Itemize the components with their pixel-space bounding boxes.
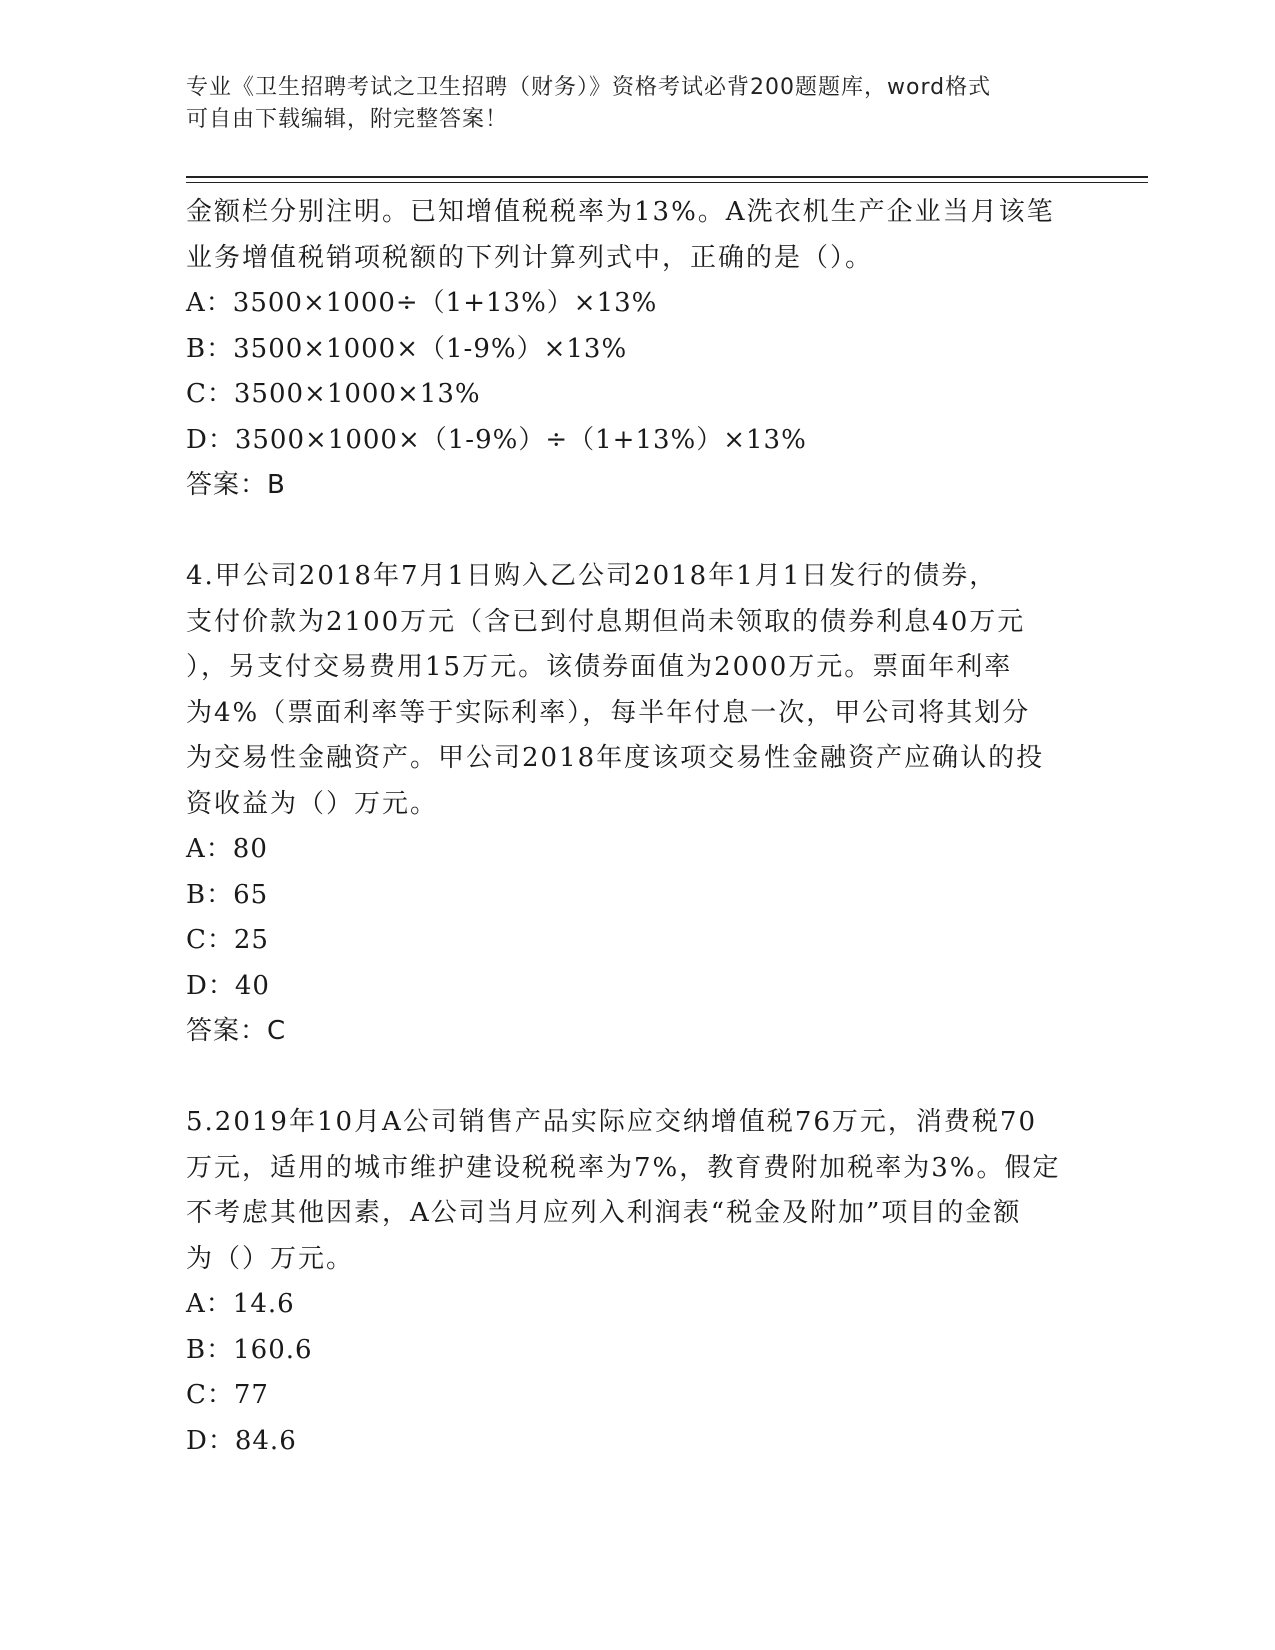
question-stem-line: 不考虑其他因素，A公司当月应列入利润表“税金及附加”项目的金额 — [186, 1198, 1022, 1228]
question-stem-line: 为交易性金融资产。甲公司2018年度该项交易性金融资产应确认的投 — [186, 743, 1045, 773]
option-c: C：25 — [186, 925, 269, 955]
option-a: A：14.6 — [186, 1289, 295, 1319]
option-b: B：65 — [186, 879, 269, 910]
question-stem-line: 为（）万元。 — [186, 1243, 355, 1274]
question-stem-line: 4.甲公司2018年7月1日购入乙公司2018年1月1日发行的债券， — [186, 561, 998, 591]
spacer — [186, 1055, 1086, 1101]
answer-line: 答案：C — [186, 1016, 287, 1046]
question-stem-line: 金额栏分别注明。已知增值税税率为13%。A洗衣机生产企业当月该笔 — [186, 197, 1055, 227]
question-stem-line: 5.2019年10月A公司销售产品实际应交纳增值税76万元，消费税70 — [186, 1107, 1038, 1137]
option-d: D：40 — [186, 970, 270, 1001]
question-stem-line: 支付价款为2100万元（含已到付息期但尚未领取的债券利息40万元 — [186, 606, 1026, 637]
question-stem-line: ），另支付交易费用15万元。该债券面值为2000万元。票面年利率 — [186, 652, 1013, 682]
question-stem-line: 为4%（票面利率等于实际利率），每半年付息一次，甲公司将其划分 — [186, 697, 1031, 728]
option-c: C：3500×1000×13% — [186, 379, 481, 409]
option-a: A：3500×1000÷（1+13%）×13% — [186, 288, 658, 318]
option-c: C：77 — [186, 1380, 269, 1410]
answer-line: 答案：B — [186, 470, 286, 500]
option-b: B：160.6 — [186, 1334, 313, 1365]
header-rule-thin — [186, 182, 1148, 183]
document-header — [186, 72, 1086, 136]
header-rule-thick — [186, 176, 1148, 178]
option-a: A：80 — [186, 834, 268, 864]
question-5 — [186, 1100, 1086, 1464]
question-3 — [186, 190, 1086, 509]
option-d: D：84.6 — [186, 1425, 297, 1456]
header-title-line-1: 专业《卫生招聘考试之卫生招聘（财务）》资格考试必背200题题库，word格式 — [186, 75, 992, 100]
question-stem-line: 业务增值税销项税额的下列计算列式中，正确的是（）。 — [186, 242, 874, 273]
question-list — [186, 190, 1086, 1464]
option-d: D：3500×1000×（1-9%）÷（1+13%）×13% — [186, 424, 807, 455]
question-stem-line: 万元，适用的城市维护建设税税率为7%，教育费附加税率为3%。假定 — [186, 1152, 1061, 1183]
question-4 — [186, 554, 1086, 1055]
spacer — [186, 509, 1086, 555]
question-stem-line: 资收益为（）万元。 — [186, 788, 439, 819]
header-title-line-2: 可自由下载编辑，附完整答案！ — [186, 107, 509, 132]
option-b: B：3500×1000×（1-9%）×13% — [186, 333, 628, 364]
